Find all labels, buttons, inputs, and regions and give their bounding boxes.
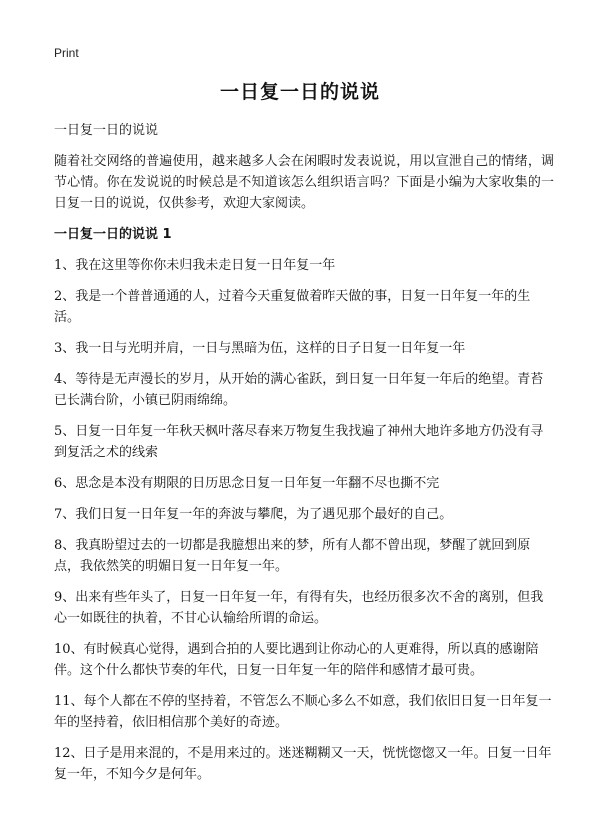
list-item: 7、我们日复一日年复一年的奔波与攀爬，为了遇见那个最好的自己。 [54, 507, 453, 522]
list-item: 6、思念是本没有期限的日历思念日复一日年复一年翻不尽也撕不完 [54, 476, 440, 491]
list-item: 2、我是一个普普通通的人，过着今天重复做着昨天做的事，日复一日年复一年的生活。 [54, 289, 531, 325]
list-item: 12、日子是用来混的，不是用来过的。迷迷糊糊又一天，恍恍惚惚又一年。日复一日年复一年，不知今夕是何年。 [54, 746, 552, 782]
list-item: 10、有时候真心觉得，遇到合拍的人要比遇到让你动心的人更难得，所以真的感谢陪伴。这个什么都快节奏的年代，日复一日年复一年的陪伴和感情才最可贵。 [54, 642, 539, 678]
list-item: 8、我真盼望过去的一切都是我臆想出来的梦，所有人都不曾出现，梦醒了就回到原点，我依然笑的明媚日复一日年复一年。 [54, 538, 531, 574]
list-item: 1、我在这里等你你未归我未走日复一日年复一年 [54, 258, 336, 273]
list-item: 4、等待是无声漫长的岁月，从开始的满心雀跃，到日复一日年复一年后的绝望。青苔已长满台阶，小镇已阴雨绵绵。 [54, 372, 544, 408]
list-item: 11、每个人都在不停的坚持着，不管怎么不顺心多么不如意，我们依旧日复一日年复一年的坚持着，依旧相信那个美好的奇迹。 [54, 694, 552, 730]
print-link[interactable]: Print [54, 46, 79, 60]
article-subtitle: 一日复一日的说说 [54, 123, 159, 138]
list-item: 3、我一日与光明并肩，一日与黑暗为伍，这样的日子日复一日年复一年 [54, 341, 466, 356]
page-title: 一日复一日的说说 [219, 81, 380, 103]
list-item: 5、日复一日年复一年秋天枫叶落尽春来万物复生我找遍了神州大地许多地方仍没有寻到复活之术的线索 [54, 424, 544, 460]
intro-paragraph: 随着社交网络的普遍使用，越来越多人会在闲暇时发表说说，用以宣泄自己的情绪，调节心情。你在发说说的时候总是不知道该怎么组织语言吗？下面是小编为大家收集的一日复一日的说说，仅供参考，欢迎大家阅读。 [54, 154, 554, 211]
list-item: 9、出来有些年头了，日复一日年复一年，有得有失，也经历很多次不舍的离别，但我心一如既往的执着，不甘心认输给所谓的命运。 [54, 590, 544, 626]
article-body [54, 120, 554, 795]
section-heading: 一日复一日的说说 1 [54, 227, 172, 242]
